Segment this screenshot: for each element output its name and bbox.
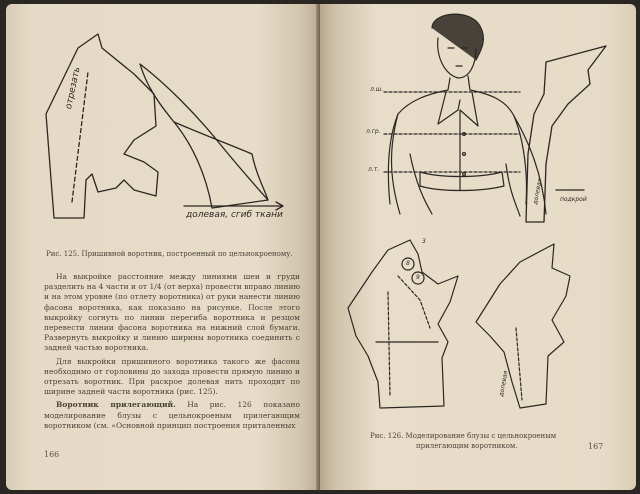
left-page — [6, 4, 320, 490]
facing-label: подкрой — [560, 196, 587, 203]
grain-label-bottom: долевая — [498, 370, 510, 398]
grain-label-top: долевая — [532, 178, 544, 206]
shoulder-line-label: л.ш. — [370, 86, 384, 93]
figure-126-patterns — [320, 232, 636, 432]
chest-line-label: л.гр. — [366, 128, 381, 135]
figure-125-collar-pattern — [6, 4, 320, 244]
section-text: На рис. 126 показано моделирование блузы с цельнокроеным прилегающим воротником (см. «Основной принцип построения приталенных — [44, 400, 301, 430]
page-number-left: 166 — [44, 450, 60, 459]
page-number-right: 167 — [588, 442, 604, 451]
circle-label-3: 3 — [422, 238, 426, 245]
grain-label: долевая, сгиб ткани — [186, 210, 283, 220]
figure-126-caption-line-2: прилегающим воротником. — [416, 442, 518, 450]
section-heading: Воротник прилегающий. — [56, 400, 176, 410]
left-body-text — [44, 272, 300, 434]
circle-label-9: 9 — [416, 274, 420, 281]
paragraph-1: На выкройке расстояние между линиями шеи и груди разделить на 4 части и от 1/4 (от верха) провести вправо линию и на этом уровне (по отлету воротника) от руки нанести линию фасона воротника, как показано на рисунке. После этого выкройку согнуть по линии перегиба воротника и резцом перевести линии фасона воротника на нижний слой бумаги. Развернуть выкройку и линию ширины воротника соединить с задней частью воротника. — [44, 272, 300, 353]
paragraph-2: Для выкройки пришивного воротника такого же фасона необходимо от горловины до захода провести прямую линию и отрезать воротник. При раскрое долевая нить проходит по ширине задней части воротника (рис. 125). — [44, 356, 300, 397]
paragraph-3 — [44, 400, 300, 431]
figure-125-caption: Рис. 125. Пришивной воротник, построенный по цельнокроеному. — [46, 250, 293, 258]
figure-collar-facing — [320, 4, 636, 234]
cut-label: отрезать — [64, 66, 83, 111]
circle-label-8: 8 — [406, 260, 410, 267]
right-page — [320, 4, 636, 490]
waist-line-label: л.т. — [368, 166, 380, 173]
figure-126-caption-line-1: Рис. 126. Моделирование блузы с цельнокроеным — [370, 432, 557, 440]
